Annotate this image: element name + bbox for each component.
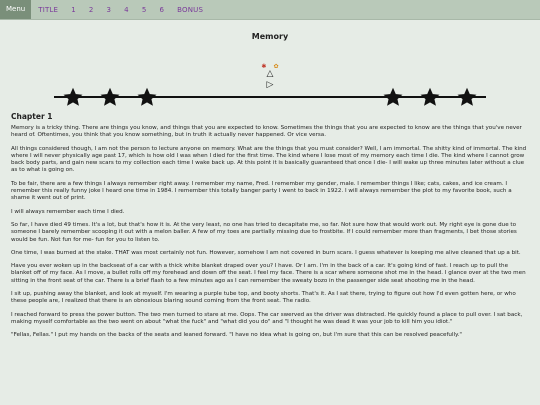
star-icon <box>422 89 439 105</box>
story-paragraph: "Fellas, Fellas." I put my hands on the backs of the seats and leaned forward. "I have no idea what is going on, but I'm sure that this can be resolved peacefully." <box>11 332 462 339</box>
star-divider <box>11 86 529 108</box>
fire-icon: ✿ <box>273 63 279 70</box>
star-divider-graphic <box>11 86 529 108</box>
star-icon <box>65 89 82 105</box>
story-paragraph: I will always remember each time I died. <box>11 208 125 215</box>
chapter-heading: Chapter 1 <box>11 112 53 121</box>
story-content <box>0 32 540 340</box>
chapter-nav <box>38 6 216 14</box>
star-icon <box>459 89 476 105</box>
story-paragraph: Have you ever woken up in the backseat of a car with a thick white blanket draped over you? I have. Or I am. I'm in the back of a car. It's going kind of fast. I reach up to pull the blanket off of my face. As I move, a bullet rolls off my forehead and down off the seat. I feel my face. There is a scar where someone shot me in the head. I glance over at the two men sitting in the front seat of the car. There is a brief flash to a few minutes ago as I can remember the sweaty bozo in the passenger side seat shooting me in the head. <box>11 263 526 284</box>
top-navigation-bar <box>0 0 540 20</box>
story-paragraph: Memory is a tricky thing. There are things you know, and things that you are expected to know. Sometimes the things that you are expected to know are the things that you've never heard of. Oftentimes, you think that you know something, but in truth it actually never happened. Or vice versa. <box>11 125 522 139</box>
story-paragraph: To be fair, there are a few things I always remember right away. I remember my name, Fred. I remember my gender, male. I remember things I like; cats, cakes, and ice cream. I remember this really funny joke I heard one time in 1984. I remember this totally banger party I went to back in 1922. I will always remember the plot to my favorite book, such a shame it went out of print. <box>11 180 512 202</box>
nav-link-5[interactable]: 5 <box>141 5 147 14</box>
warning-flag-icon: ✱ <box>261 63 267 70</box>
triangle-up-row <box>11 61 529 79</box>
triangle-up-icon: △ <box>266 69 274 79</box>
menu-button[interactable]: Menu <box>0 0 31 19</box>
nav-link-1[interactable]: 1 <box>71 5 76 14</box>
star-icon <box>139 89 156 105</box>
star-icon <box>385 89 402 105</box>
nav-link-4[interactable]: 4 <box>124 5 129 14</box>
story-paragraph: One time, I was burned at the stake. THAT was most certainly not fun. However, somehow I am not covered in burn scars. I guess whatever is keeping me alive cleaned that up a bit. <box>11 249 521 256</box>
nav-link-3[interactable]: 3 <box>106 5 112 14</box>
story-paragraph: I reached forward to press the power button. The two men turned to stare at me. Oops. The car swerved as the driver was distracted. He quickly found a place to pull over. I sat back, making myself comfortable as the two went on about "what the fuck" and "what did you do" and "I thought he was dead it was your job to kill him you idiot." <box>11 311 523 325</box>
page-title: Memory <box>251 32 289 41</box>
badge-icons <box>11 53 529 70</box>
story-paragraph: I sit up, pushing away the blanket, and look at myself. I'm wearing a purple tube top, and booty shorts. That's it. As I sat there, trying to figure out how I'd even gotten here, or who these people are, I realized that there is an obnoxious blaring sound coming from the front seat. The radio. <box>11 291 516 305</box>
triangle-right-row <box>11 72 529 90</box>
nav-link-title[interactable]: TITLE <box>38 5 59 14</box>
star-icon <box>102 89 119 105</box>
nav-link-2[interactable]: 2 <box>88 5 94 14</box>
nav-link-bonus[interactable]: BONUS <box>177 5 204 14</box>
story-paragraph: All things considered though, I am not the person to lecture anyone on memory. What are the things that you must consider? Well, I am immortal. The shitty kind of immortal. The kind where I will never physically age past 17, which is how old I was when I died for the first time. The kind where I lose most of my memory each time I die. The kind where I cannot grow back body parts, and gain new scars to my collection each time I wake back up. At this point it is basically guaranteed that once I die- I will wake up three minutes later without a clue as to what is going on. <box>11 145 527 174</box>
nav-link-6[interactable]: 6 <box>159 5 165 14</box>
triangle-right-icon: ▷ <box>266 80 274 90</box>
story-paragraph: So far, I have died 49 times. It's a lot, but that's how it is. At the very least, no one has tried to decapitate me, so far. Not sure how that would work out. My right eye is gone due to someone I barely remember scooping it out with a melon baller. A few of my toes are partially missing due to frostbite. If I could remember more than fragments, I bet those stories would be fun. Not fun for me- fun for you to listen to. <box>11 221 517 243</box>
